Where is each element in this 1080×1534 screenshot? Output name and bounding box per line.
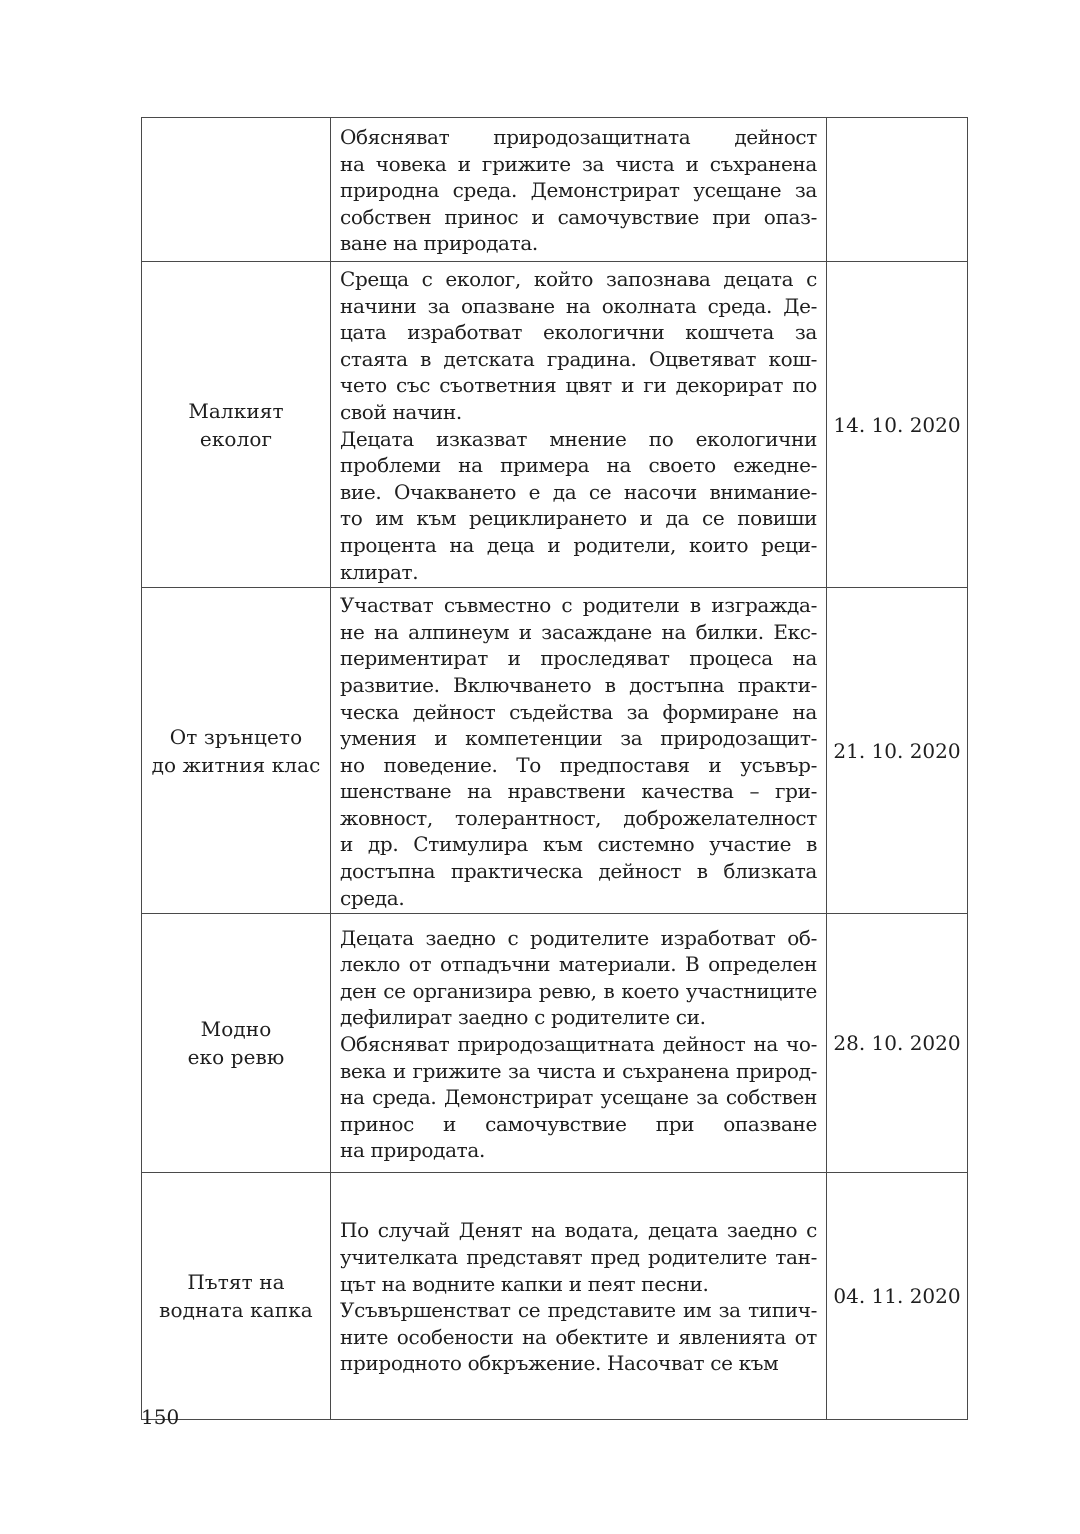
description-line: процента на деца и родители, които реци- [340,532,817,557]
row-title-line: водната капка [159,1298,313,1323]
row-title-line: Пътят на [187,1270,285,1295]
description-line: вие. Очакването е да се насочи внимание- [340,479,817,504]
row-title-cell [142,914,331,1173]
description-line: клират. [340,559,419,584]
description-line: цата изработват екологични кошчета за [340,320,817,345]
description-line: Децата заедно с родителите изработват об- [340,925,817,950]
row-description-cell [331,914,827,1173]
description-line: ните особености на обектите и явленията от [340,1324,817,1349]
description-line: среда. [340,885,405,910]
table-row [142,262,968,588]
description-line: начини за опазване на околната среда. Де- [340,293,817,318]
description-line: ческа дейност съдейства за формиране на [340,699,817,724]
activities-table [141,117,968,1420]
description-line: периментират и проследяват процеса на [340,646,817,671]
description-line: учителката представят пред родителите тан- [340,1245,817,1270]
description-line: то им към рециклирането и да се повиши [340,506,817,531]
table-row [142,118,968,262]
row-description-cell [331,588,827,914]
row-title-line: Модно [200,1017,272,1042]
description-line: цът на водните капки и пеят песни. [340,1271,709,1296]
description-line: на среда. Демонстрират усещане за собствен [340,1085,817,1110]
row-title-line: От зрънцето [169,724,303,749]
table-row [142,914,968,1173]
description-line: Усъвършенстват се представите им за типич- [340,1298,817,1323]
description-line: По случай Денят на водата, децата заедно с [340,1218,817,1243]
description-line: жовност, толерантност, доброжелателност [340,805,817,830]
description-line: века и грижите за чиста и съхранена природ- [340,1058,817,1083]
description-line: шенстване на нравствени качества – гри- [340,779,817,804]
description-line: но поведение. То предпоставя и усъвър- [340,752,817,777]
row-title-cell [142,588,331,914]
description-line: на природата. [340,1138,485,1163]
description-line: природното обкръжение. Насочват се към [340,1351,779,1376]
description-line: принос и самочувствие при опазване [340,1111,817,1136]
description-line: Участват съвместно с родители в изгражда- [340,593,817,618]
row-title-line: еколог [199,426,273,451]
description-line: стаята в детската градина. Оцветяват кош- [340,346,817,371]
page-number: 150 [141,1405,180,1429]
row-date-cell: 21. 10. 2020 [827,588,968,914]
description-line: Обясняват природозащитната дейност [340,125,817,150]
description-line: свой начин. [340,399,462,424]
row-title-line: еко ревю [187,1045,285,1070]
description-line: на човека и грижите за чиста и съхранена [340,151,817,176]
description-line: лекло от отпадъчни материали. В определен [340,952,817,977]
description-line: Среща с еколог, който запознава децата с [340,267,817,291]
table-row [142,588,968,914]
description-line: собствен принос и самочувствие при опаз- [340,204,817,229]
description-line: не на алпинеум и засаждане на билки. Екс- [340,619,817,644]
row-title-line: до житния клас [151,752,321,777]
description-line: ване на природата. [340,231,538,256]
description-line: чето със съответния цвят и ги декорират по [340,373,817,398]
description-line: достъпна практическа дейност в близката [340,859,817,884]
row-title-cell [142,118,331,262]
description-line: ден се организира ревю, в което участниците [340,978,817,1003]
description-line: природна среда. Демонстрират усещане за [340,178,817,203]
description-line: проблеми на примера на своето ежедне- [340,453,817,478]
row-title-cell [142,1173,331,1420]
row-description-cell [331,262,827,588]
description-line: Обясняват природозащитната дейност на чо- [340,1031,817,1056]
row-title-line: Малкият [188,398,284,423]
table-row [142,1173,968,1420]
row-date-cell: 14. 10. 2020 [827,262,968,588]
description-line: умения и компетенции за природозащит- [340,726,817,751]
description-line: дефилират заедно с родителите си. [340,1005,706,1030]
row-title-cell [142,262,331,588]
row-date-cell: 28. 10. 2020 [827,914,968,1173]
row-date-cell: 04. 11. 2020 [827,1173,968,1420]
description-line: и др. Стимулира към системно участие в [340,832,817,857]
row-date-cell [827,118,968,262]
description-line: Децата изказват мнение по екологични [340,426,817,451]
row-description-cell [331,118,827,262]
row-description-cell [331,1173,827,1420]
description-line: развитие. Включването в достъпна практи- [340,672,817,697]
